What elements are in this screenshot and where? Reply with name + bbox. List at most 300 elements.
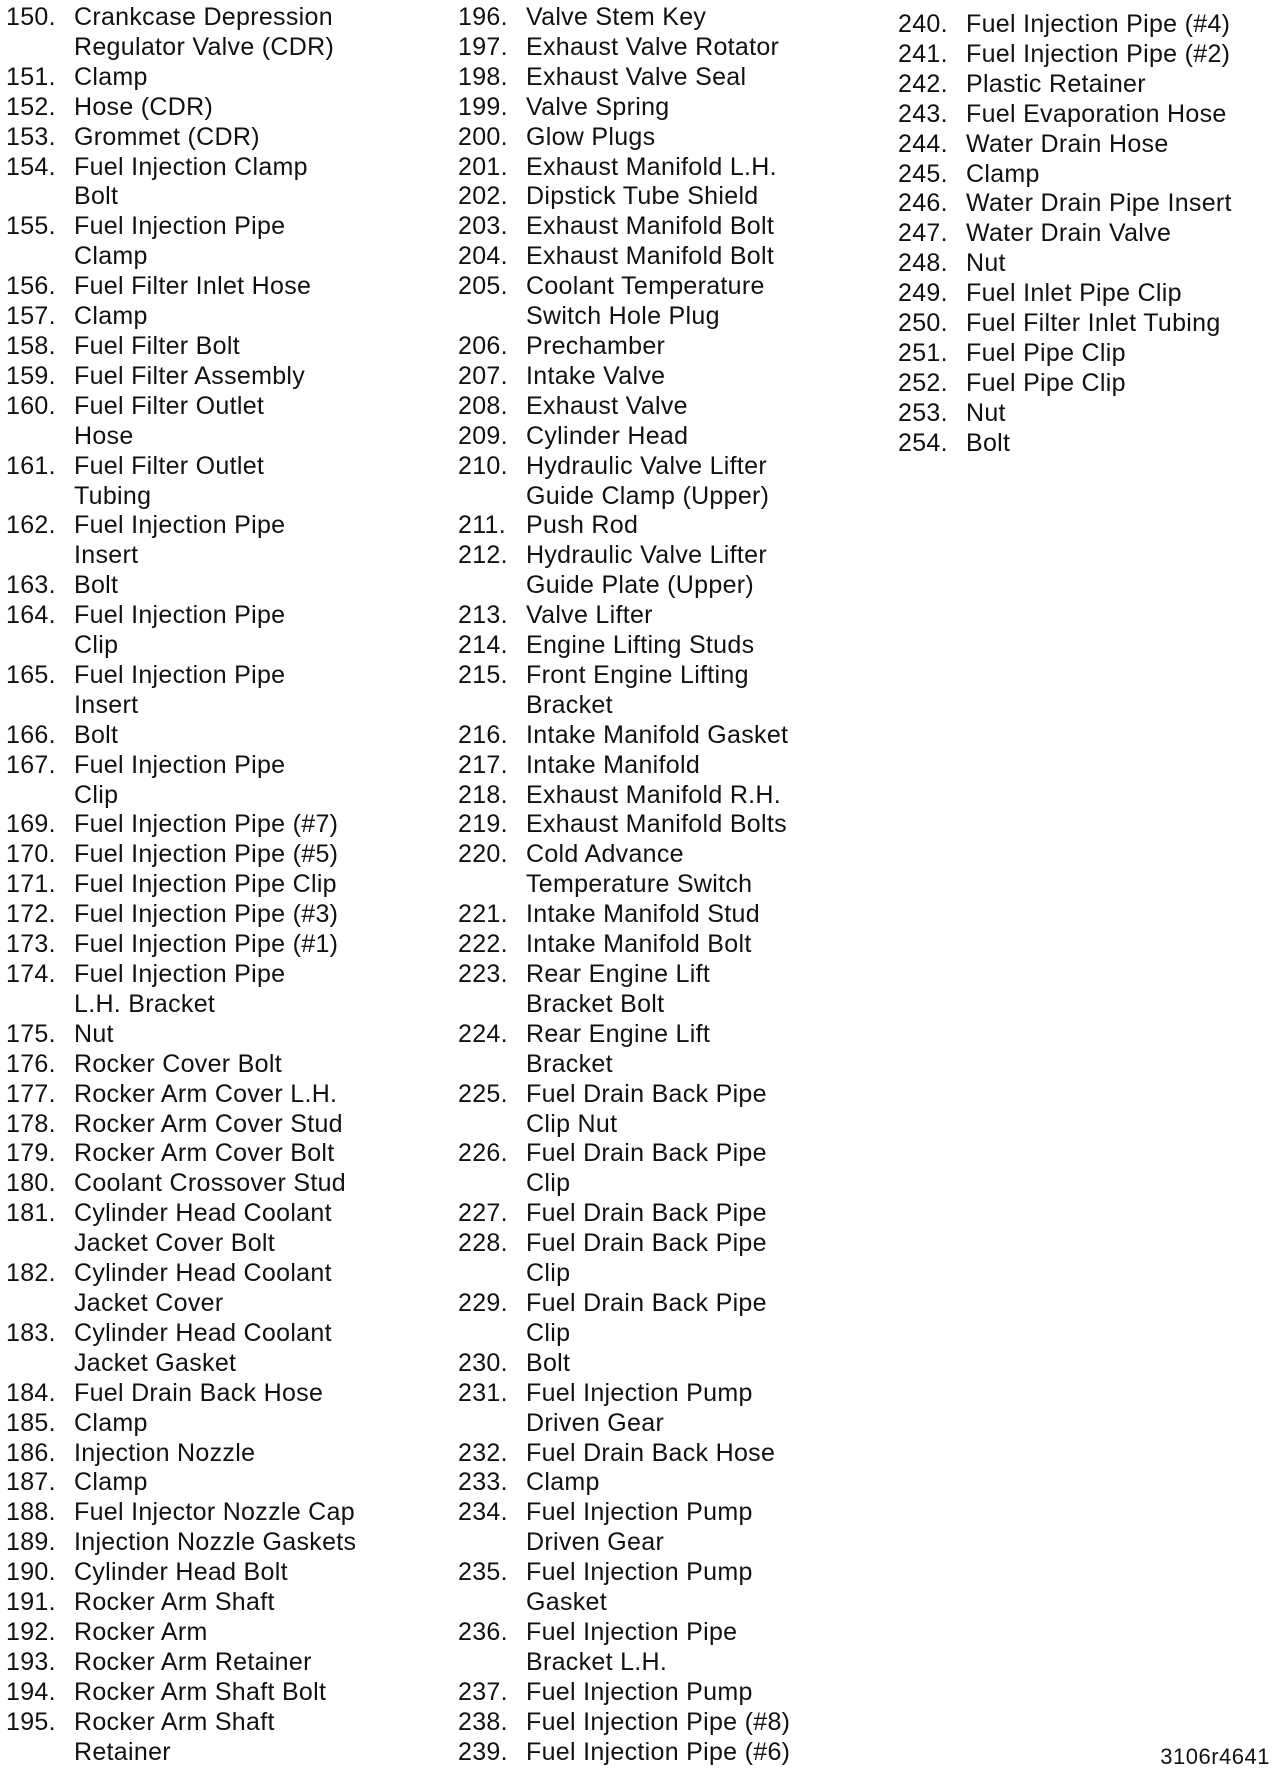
- item-label: Fuel Filter Outlet Tubing: [74, 451, 265, 510]
- item-label: Valve Spring: [526, 92, 670, 121]
- item-label: Exhaust Valve Rotator: [526, 32, 780, 61]
- legend-item: [898, 219, 1278, 249]
- item-label: Fuel Injection Pipe Clamp: [74, 212, 286, 271]
- legend-item: [6, 3, 446, 63]
- item-number: 207.: [458, 361, 508, 390]
- item-label: Rocker Arm Shaft: [74, 1588, 275, 1617]
- legend-item: [458, 153, 898, 183]
- item-number: 224.: [458, 1019, 508, 1048]
- item-label: Fuel Injection Pipe L.H. Bracket: [74, 960, 286, 1018]
- item-label: Cylinder Head Coolant Jacket Cover: [74, 1259, 332, 1317]
- legend-item: [458, 541, 898, 601]
- item-number: 216.: [458, 720, 508, 749]
- item-label: Cold Advance Temperature Switch: [526, 840, 753, 899]
- item-number: 218.: [458, 780, 508, 809]
- item-number: 249.: [898, 279, 948, 308]
- legend-item: [6, 1618, 446, 1648]
- item-number: 240.: [898, 10, 948, 38]
- item-number: 181.: [6, 1199, 56, 1228]
- legend-item: [6, 900, 446, 930]
- item-label: Fuel Inlet Pipe Clip: [966, 279, 1182, 308]
- item-label: Cylinder Head Bolt: [74, 1558, 288, 1587]
- item-number: 183.: [6, 1318, 56, 1347]
- item-label: Exhaust Manifold Bolts: [526, 810, 787, 839]
- item-number: 182.: [6, 1259, 56, 1288]
- item-label: Fuel Pipe Clip: [966, 368, 1126, 397]
- item-number: 228.: [458, 1229, 508, 1258]
- item-number: 172.: [6, 900, 56, 929]
- legend-item: [6, 153, 446, 213]
- item-label: Plastic Retainer: [966, 69, 1146, 98]
- item-number: 173.: [6, 930, 56, 959]
- legend-item: [898, 429, 1278, 459]
- item-label: Fuel Injection Pump Driven Gear: [526, 1498, 753, 1557]
- item-number: 151.: [6, 62, 56, 91]
- legend-item: [458, 1468, 898, 1498]
- legend-item: [458, 721, 898, 751]
- item-label: Dipstick Tube Shield: [526, 182, 759, 211]
- item-label: Exhaust Valve Seal: [526, 62, 747, 91]
- item-label: Fuel Injection Pipe Clip: [74, 750, 286, 809]
- legend-item: [6, 1528, 446, 1558]
- legend-item: [6, 362, 446, 392]
- item-label: Intake Manifold Stud: [526, 900, 760, 929]
- legend-item: [898, 279, 1278, 309]
- item-label: Clamp: [74, 302, 148, 331]
- item-number: 239.: [458, 1737, 508, 1766]
- item-number: 177.: [6, 1079, 56, 1108]
- item-number: 184.: [6, 1378, 56, 1407]
- legend-item: [458, 781, 898, 811]
- item-number: 237.: [458, 1677, 508, 1706]
- item-label: Push Rod: [526, 511, 639, 540]
- item-label: Fuel Injection Pipe (#1): [74, 930, 339, 959]
- legend-item: [6, 1110, 446, 1140]
- legend-item: [898, 160, 1278, 190]
- item-number: 161.: [6, 451, 56, 480]
- item-label: Fuel Drain Back Pipe Clip: [526, 1229, 767, 1288]
- legend-item: [898, 70, 1278, 100]
- item-number: 201.: [458, 152, 508, 181]
- item-label: Fuel Drain Back Hose: [526, 1438, 776, 1467]
- item-label: Fuel Filter Outlet Hose: [74, 391, 265, 450]
- item-number: 200.: [458, 122, 508, 151]
- item-label: Hydraulic Valve Lifter Guide Plate (Upper): [526, 541, 767, 600]
- legend-item: [898, 399, 1278, 429]
- item-label: Hydraulic Valve Lifter Guide Clamp (Upper): [526, 451, 770, 510]
- item-number: 171.: [6, 870, 56, 899]
- item-label: Fuel Injection Pipe Clip: [74, 870, 337, 899]
- legend-item: [458, 1139, 898, 1199]
- item-number: 220.: [458, 840, 508, 869]
- legend-item: [458, 123, 898, 153]
- item-label: Fuel Injection Pipe (#8): [526, 1707, 791, 1736]
- item-number: 214.: [458, 631, 508, 660]
- item-label: Rocker Arm Cover Stud: [74, 1109, 343, 1138]
- item-label: Grommet (CDR): [74, 122, 260, 151]
- legend-item: [6, 661, 446, 721]
- legend-item: [6, 1409, 446, 1439]
- item-number: 226.: [458, 1139, 508, 1168]
- legend-item: [6, 751, 446, 811]
- item-label: Fuel Filter Bolt: [74, 331, 240, 360]
- legend-item: [6, 1468, 446, 1498]
- legend-item: [898, 40, 1278, 70]
- item-number: 223.: [458, 960, 508, 988]
- legend-item: [6, 960, 446, 1020]
- item-number: 251.: [898, 338, 948, 367]
- item-number: 159.: [6, 361, 56, 390]
- item-label: Fuel Injection Pipe (#7): [74, 810, 339, 839]
- legend-item: [6, 511, 446, 571]
- item-label: Fuel Injection Pipe (#2): [966, 39, 1231, 68]
- legend-item: [6, 1259, 446, 1319]
- item-number: 231.: [458, 1378, 508, 1407]
- item-number: 222.: [458, 930, 508, 959]
- legend-item: [458, 751, 898, 781]
- item-label: Valve Lifter: [526, 601, 653, 630]
- item-label: Fuel Injector Nozzle Cap: [74, 1498, 355, 1527]
- item-label: Coolant Crossover Stud: [74, 1169, 347, 1198]
- legend-item: [458, 1020, 898, 1080]
- item-label: Coolant Temperature Switch Hole Plug: [526, 272, 765, 331]
- legend-item: [458, 392, 898, 422]
- legend-column-3: [898, 10, 1278, 459]
- item-label: Fuel Drain Back Pipe: [526, 1199, 767, 1228]
- legend-item: [458, 332, 898, 362]
- item-label: Glow Plugs: [526, 122, 656, 151]
- item-number: 205.: [458, 272, 508, 301]
- item-number: 248.: [898, 249, 948, 278]
- legend-item: [898, 369, 1278, 399]
- item-label: Clamp: [74, 62, 148, 91]
- item-label: Rocker Arm Shaft Bolt: [74, 1677, 327, 1706]
- legend-item: [6, 1199, 446, 1259]
- item-number: 206.: [458, 331, 508, 360]
- item-label: Fuel Drain Back Pipe Clip Nut: [526, 1079, 767, 1138]
- item-number: 154.: [6, 152, 56, 181]
- legend-item: [458, 1349, 898, 1379]
- legend-item: [6, 930, 446, 960]
- item-number: 160.: [6, 391, 56, 420]
- item-label: Fuel Drain Back Pipe Clip: [526, 1139, 767, 1198]
- item-label: Fuel Filter Assembly: [74, 361, 306, 390]
- legend-item: [6, 840, 446, 870]
- item-number: 198.: [458, 62, 508, 91]
- item-label: Hose (CDR): [74, 92, 214, 121]
- item-label: Valve Stem Key: [526, 3, 707, 31]
- legend-column-1: [6, 3, 446, 1767]
- legend-item: [458, 242, 898, 272]
- item-number: 153.: [6, 122, 56, 151]
- legend-item: [6, 1558, 446, 1588]
- item-number: 190.: [6, 1558, 56, 1587]
- item-label: Fuel Injection Clamp Bolt: [74, 152, 308, 211]
- legend-item: [6, 63, 446, 93]
- item-number: 244.: [898, 129, 948, 158]
- item-label: Fuel Injection Pipe Insert: [74, 660, 286, 719]
- legend-item: [6, 1050, 446, 1080]
- item-number: 175.: [6, 1019, 56, 1048]
- legend-item: [458, 1738, 898, 1768]
- item-number: 225.: [458, 1079, 508, 1108]
- item-label: Crankcase Depression Regulator Valve (CDR): [74, 3, 335, 61]
- item-number: 193.: [6, 1647, 56, 1676]
- legend-item: [458, 1618, 898, 1678]
- legend-item: [458, 1558, 898, 1618]
- item-number: 230.: [458, 1348, 508, 1377]
- item-label: Rocker Cover Bolt: [74, 1049, 282, 1078]
- item-label: Fuel Pipe Clip: [966, 338, 1126, 367]
- legend-column-2: [458, 3, 898, 1767]
- item-number: 238.: [458, 1707, 508, 1736]
- item-label: Front Engine Lifting Bracket: [526, 660, 749, 719]
- legend-item: [6, 392, 446, 452]
- item-number: 195.: [6, 1707, 56, 1736]
- item-number: 164.: [6, 601, 56, 630]
- legend-item: [458, 422, 898, 452]
- legend-item: [6, 1319, 446, 1379]
- item-number: 229.: [458, 1288, 508, 1317]
- legend-item: [458, 900, 898, 930]
- item-number: 155.: [6, 212, 56, 241]
- item-label: Fuel Filter Inlet Tubing: [966, 309, 1221, 338]
- item-number: 242.: [898, 69, 948, 98]
- item-label: Water Drain Hose: [966, 129, 1169, 158]
- item-label: Fuel Injection Pipe Clip: [74, 601, 286, 660]
- legend-item: [458, 93, 898, 123]
- legend-item: [458, 1708, 898, 1738]
- legend-item: [898, 130, 1278, 160]
- legend-item: [6, 212, 446, 272]
- item-number: 167.: [6, 750, 56, 779]
- item-number: 162.: [6, 511, 56, 540]
- item-number: 235.: [458, 1558, 508, 1587]
- legend-item: [898, 339, 1278, 369]
- item-number: 197.: [458, 32, 508, 61]
- item-number: 254.: [898, 428, 948, 457]
- item-number: 196.: [458, 3, 508, 31]
- item-number: 252.: [898, 368, 948, 397]
- item-number: 233.: [458, 1468, 508, 1497]
- legend-item: [458, 810, 898, 840]
- item-number: 245.: [898, 159, 948, 188]
- item-label: Bolt: [966, 428, 1011, 457]
- legend-item: [458, 1229, 898, 1289]
- legend-item: [898, 100, 1278, 130]
- item-label: Rocker Arm Cover Bolt: [74, 1139, 335, 1168]
- item-number: 219.: [458, 810, 508, 839]
- legend-item: [458, 212, 898, 242]
- item-label: Cylinder Head: [526, 421, 689, 450]
- legend-item: [6, 332, 446, 362]
- item-label: Exhaust Valve: [526, 391, 688, 420]
- item-number: 203.: [458, 212, 508, 241]
- item-label: Fuel Injection Pipe (#4): [966, 10, 1231, 38]
- item-number: 212.: [458, 541, 508, 570]
- item-number: 208.: [458, 391, 508, 420]
- legend-item: [458, 601, 898, 631]
- item-label: Cylinder Head Coolant Jacket Cover Bolt: [74, 1199, 332, 1258]
- legend-item: [458, 1678, 898, 1708]
- item-label: Fuel Injection Pump Gasket: [526, 1558, 753, 1617]
- item-number: 178.: [6, 1109, 56, 1138]
- item-label: Intake Valve: [526, 361, 666, 390]
- item-label: Intake Manifold: [526, 750, 701, 779]
- legend-item: [6, 1080, 446, 1110]
- item-label: Clamp: [526, 1468, 600, 1497]
- legend-item: [458, 272, 898, 332]
- item-label: Bolt: [74, 571, 119, 600]
- legend-item: [6, 1588, 446, 1618]
- item-number: 250.: [898, 309, 948, 338]
- legend-item: [6, 1648, 446, 1678]
- item-number: 243.: [898, 99, 948, 128]
- item-number: 185.: [6, 1408, 56, 1437]
- item-number: 170.: [6, 840, 56, 869]
- item-label: Fuel Evaporation Hose: [966, 99, 1227, 128]
- legend-item: [458, 631, 898, 661]
- legend-item: [458, 1498, 898, 1558]
- legend-item: [458, 511, 898, 541]
- item-label: Engine Lifting Studs: [526, 631, 755, 660]
- item-label: Rocker Arm: [74, 1617, 208, 1646]
- legend-item: [458, 63, 898, 93]
- item-number: 163.: [6, 571, 56, 600]
- item-number: 179.: [6, 1139, 56, 1168]
- item-label: Intake Manifold Bolt: [526, 930, 752, 959]
- item-label: Fuel Injection Pump Driven Gear: [526, 1378, 753, 1437]
- item-number: 210.: [458, 451, 508, 480]
- item-number: 211.: [458, 511, 507, 540]
- item-number: 165.: [6, 660, 56, 689]
- legend-item: [6, 302, 446, 332]
- item-label: Fuel Injection Pipe (#5): [74, 840, 339, 869]
- item-label: Rear Engine Lift Bracket: [526, 1019, 711, 1078]
- item-number: 202.: [458, 182, 508, 211]
- item-label: Injection Nozzle Gaskets: [74, 1528, 357, 1557]
- legend-item: [6, 1708, 446, 1768]
- item-number: 209.: [458, 421, 508, 450]
- item-label: Nut: [966, 249, 1006, 278]
- legend-item: [6, 1020, 446, 1050]
- item-label: Rocker Arm Shaft Retainer: [74, 1707, 275, 1766]
- legend-item: [458, 1379, 898, 1439]
- item-number: 188.: [6, 1498, 56, 1527]
- item-label: Bolt: [74, 720, 119, 749]
- item-number: 232.: [458, 1438, 508, 1467]
- item-number: 152.: [6, 92, 56, 121]
- item-label: Exhaust Manifold L.H.: [526, 152, 777, 181]
- item-number: 176.: [6, 1049, 56, 1078]
- legend-item: [6, 870, 446, 900]
- legend-item: [458, 33, 898, 63]
- legend-item: [458, 1289, 898, 1349]
- document-code: 3106r4641: [1160, 1744, 1270, 1769]
- item-label: Fuel Drain Back Hose: [74, 1378, 324, 1407]
- item-label: Intake Manifold Gasket: [526, 720, 789, 749]
- legend-item: [458, 362, 898, 392]
- item-number: 204.: [458, 242, 508, 271]
- item-number: 253.: [898, 398, 948, 427]
- item-label: Nut: [966, 398, 1006, 427]
- item-number: 192.: [6, 1617, 56, 1646]
- legend-item: [458, 930, 898, 960]
- item-label: Fuel Filter Inlet Hose: [74, 272, 312, 301]
- legend-item: [458, 1199, 898, 1229]
- legend-item: [6, 272, 446, 302]
- legend-item: [6, 1139, 446, 1169]
- item-label: Injection Nozzle: [74, 1438, 256, 1467]
- item-label: Water Drain Valve: [966, 219, 1172, 248]
- item-number: 199.: [458, 92, 508, 121]
- item-number: 169.: [6, 810, 56, 839]
- legend-item: [898, 309, 1278, 339]
- legend-item: [458, 1439, 898, 1469]
- item-number: 227.: [458, 1199, 508, 1228]
- item-label: Rocker Arm Retainer: [74, 1647, 312, 1676]
- item-number: 221.: [458, 900, 508, 929]
- legend-item: [458, 960, 898, 1020]
- item-number: 215.: [458, 660, 508, 689]
- item-number: 241.: [898, 39, 948, 68]
- item-label: Clamp: [966, 159, 1040, 188]
- item-number: 236.: [458, 1617, 508, 1646]
- item-label: Rear Engine Lift Bracket Bolt: [526, 960, 711, 1018]
- item-number: 180.: [6, 1169, 56, 1198]
- legend-item: [6, 452, 446, 512]
- item-label: Fuel Injection Pipe Insert: [74, 511, 286, 570]
- legend-item: [6, 1169, 446, 1199]
- legend-item: [458, 182, 898, 212]
- legend-item: [6, 1379, 446, 1409]
- legend-item: [898, 10, 1278, 40]
- item-label: Fuel Drain Back Pipe Clip: [526, 1288, 767, 1347]
- item-number: 213.: [458, 601, 508, 630]
- item-label: Prechamber: [526, 331, 666, 360]
- legend-item: [6, 571, 446, 601]
- item-label: Water Drain Pipe Insert: [966, 189, 1232, 218]
- item-number: 234.: [458, 1498, 508, 1527]
- item-label: Rocker Arm Cover L.H.: [74, 1079, 338, 1108]
- legend-item: [6, 810, 446, 840]
- legend-item: [6, 123, 446, 153]
- legend-item: [898, 249, 1278, 279]
- legend-item: [6, 93, 446, 123]
- item-number: 156.: [6, 272, 56, 301]
- item-label: Exhaust Manifold R.H.: [526, 780, 782, 809]
- item-label: Clamp: [74, 1408, 148, 1437]
- legend-item: [458, 452, 898, 512]
- item-label: Exhaust Manifold Bolt: [526, 212, 775, 241]
- item-number: 186.: [6, 1438, 56, 1467]
- item-number: 246.: [898, 189, 948, 218]
- legend-item: [6, 1439, 446, 1469]
- legend-item: [6, 1498, 446, 1528]
- item-label: Fuel Injection Pipe (#3): [74, 900, 339, 929]
- item-number: 174.: [6, 960, 56, 988]
- item-number: 189.: [6, 1528, 56, 1557]
- item-number: 247.: [898, 219, 948, 248]
- item-number: 194.: [6, 1677, 56, 1706]
- item-label: Nut: [74, 1019, 114, 1048]
- legend-item: [898, 189, 1278, 219]
- legend-item: [6, 601, 446, 661]
- item-label: Fuel Injection Pipe Bracket L.H.: [526, 1617, 738, 1676]
- legend-item: [6, 721, 446, 751]
- legend-item: [458, 661, 898, 721]
- item-number: 150.: [6, 3, 56, 31]
